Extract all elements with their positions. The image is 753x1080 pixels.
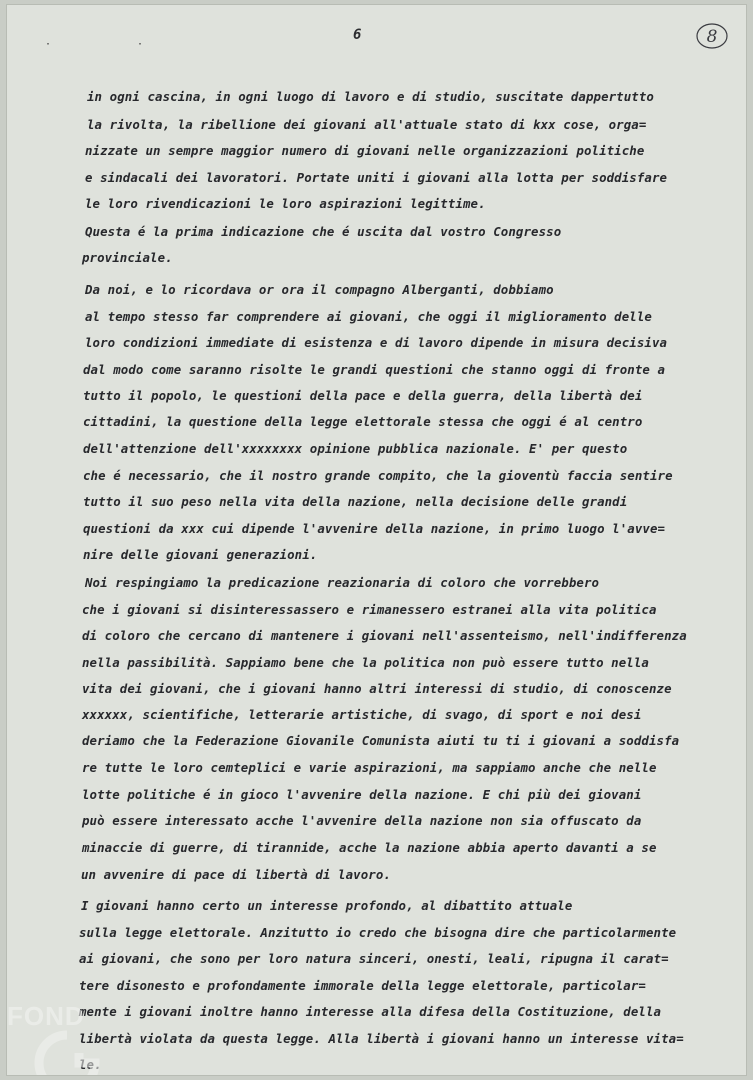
text-line: un avvenire di pace di libertà di lavoro. xyxy=(81,867,391,882)
text-line: mente i giovani inoltre hanno interesse alla difesa della Costituzione, della xyxy=(79,1004,662,1019)
text-line: deriamo che la Federazione Giovanile Comunista aiuti tu ti i giovani a soddisfa xyxy=(82,733,680,748)
text-line: le loro rivendicazioni le loro aspirazioni legittime. xyxy=(85,196,486,211)
text-line: provinciale. xyxy=(82,250,173,265)
text-line: dal modo come saranno risolte le grandi questioni che stanno oggi di fronte a xyxy=(83,362,666,377)
text-line: dell'attenzione dell'xxxxxxxx opinione pubblica nazionale. E' per questo xyxy=(83,441,628,456)
text-line: Questa é la prima indicazione che é uscita dal vostro Congresso xyxy=(85,224,562,239)
text-line: in ogni cascina, in ogni luogo di lavoro e di studio, suscitate dappertutto xyxy=(87,89,654,104)
text-line: che i giovani si disinteressassero e rimanessero estranei alla vita politica xyxy=(82,602,657,617)
text-line: loro condizioni immediate di esistenza e di lavoro dipende in misura decisiva xyxy=(85,335,668,350)
archive-circle-mark xyxy=(695,21,729,51)
text-line: e sindacali dei lavoratori. Portate uniti i giovani alla lotta per soddisfare xyxy=(85,170,668,185)
text-line: Da noi, e lo ricordava or ora il compagno Alberganti, dobbiamo xyxy=(85,282,554,297)
watermark-text: FOND xyxy=(7,1001,85,1031)
text-line: tere disonesto e profondamente immorale della legge elettorale, particolar= xyxy=(79,978,646,993)
text-line: sulla legge elettorale. Anzitutto io credo che bisogna dire che particolarmente xyxy=(79,925,677,940)
binder-hole-marks: · · xyxy=(45,39,184,50)
text-line: la rivolta, la ribellione dei giovani all'attuale stato di kxx cose, orga= xyxy=(87,117,647,132)
text-line: questioni da xxx cui dipende l'avvenire della nazione, in primo luogo l'avve= xyxy=(83,521,666,536)
text-line: al tempo stesso far comprendere ai giovani, che oggi il miglioramento delle xyxy=(85,309,652,324)
text-line: nella passibilità. Sappiamo bene che la politica non può essere tutto nella xyxy=(82,655,649,670)
text-line: tutto il popolo, le questioni della pace e della guerra, della libertà dei xyxy=(83,388,643,403)
document-page xyxy=(6,4,747,1076)
archive-watermark xyxy=(7,995,177,1076)
text-line: cittadini, la questione della legge elettorale stessa che oggi é al centro xyxy=(83,414,643,429)
text-line: le. xyxy=(79,1057,102,1072)
text-line: xxxxxx, scientifiche, letterarie artistiche, di svago, di sport e noi desi xyxy=(82,707,642,722)
text-line: può essere interessato acche l'avvenire della nazione non sia offuscato da xyxy=(82,813,642,828)
page-number: 6 xyxy=(353,27,362,43)
text-line: ai giovani, che sono per loro natura sinceri, onesti, leali, ripugna il carat= xyxy=(79,951,669,966)
text-line: lotte politiche é in gioco l'avvenire della nazione. E chi più dei giovani xyxy=(82,787,642,802)
text-line: di coloro che cercano di mantenere i giovani nell'assenteismo, nell'indifferenza xyxy=(82,628,687,643)
archive-number: 8 xyxy=(706,27,718,47)
text-line: Noi respingiamo la predicazione reazionaria di coloro che vorrebbero xyxy=(85,575,600,590)
text-line: minaccie di guerre, di tirannide, acche la nazione abbia aperto davanti a se xyxy=(82,840,657,855)
archive-circle-icon xyxy=(695,21,729,51)
text-line: vita dei giovani, che i giovani hanno altri interessi di studio, di conoscenze xyxy=(82,681,672,696)
text-line: I giovani hanno certo un interesse profondo, al dibattito attuale xyxy=(81,898,573,913)
text-line: re tutte le loro cemteplici e varie aspirazioni, ma sappiamo anche che nelle xyxy=(82,760,657,775)
text-line: libertà violata da questa legge. Alla libertà i giovani hanno un interesse vita= xyxy=(79,1031,684,1046)
text-line: che é necessario, che il nostro grande compito, che la gioventù faccia sentire xyxy=(83,468,673,483)
text-line: tutto il suo peso nella vita della nazione, nella decisione delle grandi xyxy=(83,494,628,509)
text-line: nire delle giovani generazioni. xyxy=(83,547,318,562)
text-line: nizzate un sempre maggior numero di giovani nelle organizzazioni politiche xyxy=(85,143,645,158)
